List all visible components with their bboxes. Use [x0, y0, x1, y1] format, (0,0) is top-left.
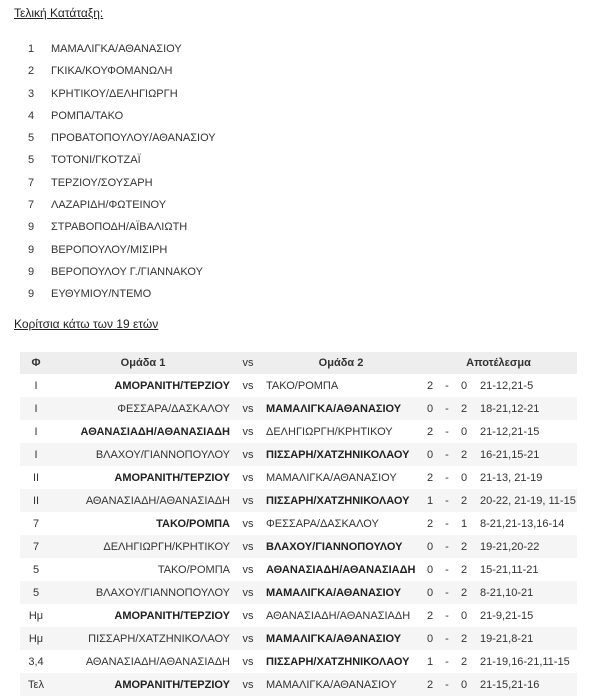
final-ranking-list — [28, 38, 216, 306]
ranking-team: ΜΑΜΑΛΙΓΚΑ/ΑΘΑΝΑΣΙΟΥ — [51, 43, 182, 55]
match-score2: 2 — [454, 535, 474, 558]
match-team1: ΑΜΟΡΑΝΙΤΗ/ΤΕΡΖΙΟΥ — [114, 609, 230, 622]
match-vs: vs — [242, 379, 254, 392]
ranking-item — [28, 83, 216, 105]
results-body — [20, 374, 577, 696]
match-team1: ΒΛΑΧΟΥ/ΓΙΑΝΝΟΠΟΥΛΟΥ — [52, 443, 234, 466]
match-result: 19-21,20-22 — [474, 535, 577, 558]
match-team2: ΜΑΜΑΛΙΓΚΑ/ΑΘΑΝΑΣΙΟΥ — [262, 673, 420, 696]
match-team2: ΑΘΑΝΑΣΙΑΔΗ/ΑΘΑΝΑΣΙΑΔΗ — [266, 563, 416, 576]
match-phase: I — [34, 379, 38, 392]
match-phase: 7 — [20, 535, 52, 558]
match-team1: ΑΜΟΡΑΝΙΤΗ/ΤΕΡΖΙΟΥ — [114, 379, 230, 392]
ranking-position: 4 — [28, 109, 35, 122]
match-score-separator: - — [445, 379, 449, 392]
match-score1: 0 — [420, 443, 440, 466]
match-score2: 2 — [454, 489, 474, 512]
ranking-position: 7 — [28, 199, 35, 212]
match-result: 16-21,15-21 — [474, 443, 577, 466]
match-team1: ΑΜΟΡΑΝΙΤΗ/ΤΕΡΖΙΟΥ — [52, 673, 234, 696]
match-score1: 1 — [420, 489, 440, 512]
ranking-item — [28, 149, 216, 171]
match-score-separator: - — [445, 517, 449, 530]
match-phase: II — [32, 471, 40, 484]
ranking-position: 9 — [28, 221, 35, 234]
match-score-separator: - — [445, 655, 449, 668]
match-phase: Τελ — [20, 673, 52, 696]
match-score1: 2 — [420, 673, 440, 696]
match-vs: vs — [242, 609, 254, 622]
results-table — [20, 352, 577, 696]
ranking-team: ΕΥΘΥΜΙΟΥ/ΝΤΕΜΟ — [51, 288, 152, 301]
ranking-team: ΤΟΤΟΝΙ/ΓΚΟΤΖΑΪ — [51, 154, 141, 167]
match-team1: ΑΘΑΝΑΣΙΑΔΗ/ΑΘΑΝΑΣΙΑΔΗ — [52, 489, 234, 512]
match-row — [20, 443, 577, 466]
ranking-team: ΒΕΡΟΠΟΥΛΟΥ/ΜΙΣΙΡΗ — [51, 243, 168, 256]
ranking-position: 3 — [28, 87, 35, 100]
match-result: 20-22, 21-19, 11-15 — [474, 489, 577, 512]
match-score2: 0 — [460, 471, 468, 484]
match-result: 21-9,21-15 — [480, 609, 534, 622]
match-score1: 1 — [426, 655, 434, 668]
header-team1: Ομάδα 1 — [52, 352, 234, 374]
match-vs: vs — [234, 673, 262, 696]
match-score-separator: - — [445, 425, 449, 438]
ranking-item — [28, 239, 216, 261]
match-score1: 0 — [420, 581, 440, 604]
match-result: 19-21,8-21 — [474, 627, 577, 650]
match-score-separator: - — [440, 627, 454, 650]
match-vs: vs — [234, 581, 262, 604]
match-score-separator: - — [445, 471, 449, 484]
match-row — [20, 489, 577, 512]
ranking-team: ΤΕΡΖΙΟΥ/ΣΟΥΣΑΡΗ — [51, 176, 153, 189]
match-phase: Ημ — [20, 627, 52, 650]
match-team2: ΦΕΣΣΑΡΑ/ΔΑΣΚΑΛΟΥ — [266, 517, 379, 530]
match-team1: ΠΙΣΣΑΡΗ/ΧΑΤΖΗΝΙΚΟΛΑΟΥ — [52, 627, 234, 650]
match-team2: ΑΘΑΝΑΣΙΑΔΗ/ΑΘΑΝΑΣΙΑΔΗ — [266, 609, 411, 622]
match-row — [20, 535, 577, 558]
match-score-separator: - — [440, 673, 454, 696]
match-result: 8-21,10-21 — [474, 581, 577, 604]
ranking-team: ΓΚΙΚΑ/ΚΟΥΦΟΜΑΝΩΛΗ — [51, 65, 173, 78]
match-score1: 2 — [426, 609, 434, 622]
match-result: 21-12,21-15 — [480, 425, 540, 438]
match-row — [20, 397, 577, 420]
match-team1: ΦΕΣΣΑΡΑ/ΔΑΣΚΑΛΟΥ — [52, 397, 234, 420]
match-vs: vs — [234, 489, 262, 512]
match-vs: vs — [234, 443, 262, 466]
match-vs: vs — [242, 517, 254, 530]
match-score-separator: - — [440, 535, 454, 558]
ranking-team: ΣΤΡΑΒΟΠΟΔΗ/ΑΪΒΑΛΙΩΤΗ — [51, 221, 188, 234]
match-score1: 2 — [426, 379, 434, 392]
match-vs: vs — [242, 655, 254, 668]
match-row — [20, 420, 577, 443]
match-team2: ΤΑΚΟ/ΡΟΜΠΑ — [266, 379, 339, 392]
match-team1: ΤΑΚΟ/ΡΟΜΠΑ — [156, 517, 230, 530]
match-row — [20, 581, 577, 604]
match-row — [20, 673, 577, 696]
match-score2: 2 — [454, 627, 474, 650]
match-score-separator: - — [445, 609, 449, 622]
match-score-separator: - — [445, 563, 449, 576]
ranking-team: ΒΕΡΟΠΟΥΛΟΥ Γ./ΓΙΑΝΝΑΚΟΥ — [51, 265, 203, 278]
match-row — [20, 512, 577, 535]
match-score1: 0 — [420, 535, 440, 558]
ranking-item — [28, 194, 216, 216]
ranking-item — [28, 172, 216, 194]
match-team1: ΑΜΟΡΑΝΙΤΗ/ΤΕΡΖΙΟΥ — [114, 471, 230, 484]
header-phase: Φ — [20, 352, 52, 374]
ranking-item — [28, 38, 216, 60]
match-phase: Ημ — [28, 609, 44, 622]
match-phase: 3,4 — [28, 655, 44, 668]
match-phase: 7 — [32, 517, 40, 530]
match-result: 21-15,21-16 — [474, 673, 577, 696]
match-team1: ΑΘΑΝΑΣΙΑΔΗ/ΑΘΑΝΑΣΙΑΔΗ — [80, 425, 230, 438]
match-score2: 0 — [454, 673, 474, 696]
match-team2: ΜΑΜΑΛΙΓΚΑ/ΑΘΑΝΑΣΙΟΥ — [262, 627, 420, 650]
ranking-position: 2 — [28, 65, 35, 78]
match-score2: 2 — [454, 443, 474, 466]
ranking-item — [28, 60, 216, 82]
ranking-position: 5 — [28, 154, 35, 167]
match-row — [20, 374, 577, 397]
ranking-item — [28, 216, 216, 238]
ranking-item — [28, 105, 216, 127]
match-team1: ΔΕΛΗΓΙΩΡΓΗ/ΚΡΗΤΙΚΟΥ — [52, 535, 234, 558]
match-score2: 0 — [460, 379, 468, 392]
match-score-separator: - — [440, 489, 454, 512]
ranking-team: ΚΡΗΤΙΚΟΥ/ΔΕΛΗΓΙΩΡΓΗ — [51, 87, 178, 100]
match-phase: I — [20, 443, 52, 466]
header-vs: vs — [234, 352, 262, 374]
match-score2: 2 — [460, 655, 468, 668]
match-result: 21-19,16-21,11-15 — [480, 655, 570, 668]
results-header-row — [20, 352, 577, 374]
girls-u19-heading: Κορίτσια κάτω των 19 ετών — [14, 317, 159, 331]
match-row — [20, 650, 577, 673]
match-score1: 2 — [426, 425, 434, 438]
match-score2: 2 — [460, 563, 468, 576]
ranking-position: 9 — [28, 288, 35, 301]
match-phase: II — [20, 489, 52, 512]
match-team2: ΔΕΛΗΓΙΩΡΓΗ/ΚΡΗΤΙΚΟΥ — [266, 425, 393, 438]
ranking-team: ΛΑΖΑΡΙΔΗ/ΦΩΤΕΙΝΟΥ — [51, 199, 167, 212]
match-result: 21-12,21-5 — [480, 379, 534, 392]
ranking-team: ΠΡΟΒΑΤΟΠΟΥΛΟΥ/ΑΘΑΝΑΣΙΟΥ — [51, 132, 216, 145]
match-score1: 2 — [426, 517, 434, 530]
match-phase: 5 — [32, 563, 40, 576]
match-team2: ΠΙΣΣΑΡΗ/ΧΑΤΖΗΝΙΚΟΛΑΟΥ — [262, 443, 420, 466]
match-result: 8-21,21-13,16-14 — [480, 517, 565, 530]
match-score2: 1 — [460, 517, 468, 530]
ranking-position: 9 — [28, 265, 35, 278]
ranking-item — [28, 127, 216, 149]
match-result: 21-13, 21-19 — [480, 471, 543, 484]
match-row — [20, 466, 577, 489]
ranking-item — [28, 283, 216, 305]
match-vs: vs — [234, 627, 262, 650]
header-team2: Ομάδα 2 — [262, 352, 420, 374]
match-team1: ΒΛΑΧΟΥ/ΓΙΑΝΝΟΠΟΥΛΟΥ — [52, 581, 234, 604]
ranking-position: 9 — [28, 243, 35, 256]
match-team2: ΠΙΣΣΑΡΗ/ΧΑΤΖΗΝΙΚΟΛΑΟΥ — [262, 489, 420, 512]
ranking-position: 1 — [28, 43, 35, 55]
match-vs: vs — [234, 397, 262, 420]
ranking-position: 5 — [28, 132, 35, 145]
match-result: 15-21,11-21 — [480, 563, 539, 576]
final-ranking-heading: Τελική Κατάταξη: — [14, 6, 104, 20]
match-score2: 2 — [454, 397, 474, 420]
ranking-team: ΡΟΜΠΑ/ΤΑΚΟ — [51, 109, 124, 122]
match-phase: I — [34, 425, 38, 438]
match-vs: vs — [234, 535, 262, 558]
match-row — [20, 604, 577, 627]
match-score2: 0 — [460, 609, 468, 622]
match-row — [20, 627, 577, 650]
match-phase: I — [20, 397, 52, 420]
ranking-item — [28, 261, 216, 283]
match-score1: 0 — [420, 397, 440, 420]
match-vs: vs — [242, 471, 254, 484]
match-vs: vs — [242, 425, 254, 438]
match-team2: ΜΑΜΑΛΙΓΚΑ/ΑΘΑΝΑΣΙΟΥ — [262, 581, 420, 604]
match-team2: ΒΛΑΧΟΥ/ΓΙΑΝΝΟΠΟΥΛΟΥ — [262, 535, 420, 558]
match-score1: 0 — [426, 563, 434, 576]
match-score-separator: - — [440, 581, 454, 604]
match-team1: ΑΘΑΝΑΣΙΑΔΗ/ΑΘΑΝΑΣΙΑΔΗ — [85, 655, 230, 668]
ranking-position: 7 — [28, 176, 35, 189]
match-vs: vs — [242, 563, 254, 576]
match-result: 18-21,12-21 — [474, 397, 577, 420]
match-score-separator: - — [440, 397, 454, 420]
match-score-separator: - — [440, 443, 454, 466]
match-team1: ΤΑΚΟ/ΡΟΜΠΑ — [157, 563, 230, 576]
match-team2: ΜΑΜΑΛΙΓΚΑ/ΑΘΑΝΑΣΙΟΥ — [266, 471, 397, 484]
match-team2: ΠΙΣΣΑΡΗ/ΧΑΤΖΗΝΙΚΟΛΑΟΥ — [266, 655, 410, 668]
header-result: Αποτέλεσμα — [420, 352, 577, 374]
match-row — [20, 558, 577, 581]
match-score2: 0 — [460, 425, 468, 438]
match-score2: 2 — [454, 581, 474, 604]
match-score1: 0 — [420, 627, 440, 650]
match-team2: ΜΑΜΑΛΙΓΚΑ/ΑΘΑΝΑΣΙΟΥ — [262, 397, 420, 420]
match-score1: 2 — [426, 471, 434, 484]
match-phase: 5 — [20, 581, 52, 604]
